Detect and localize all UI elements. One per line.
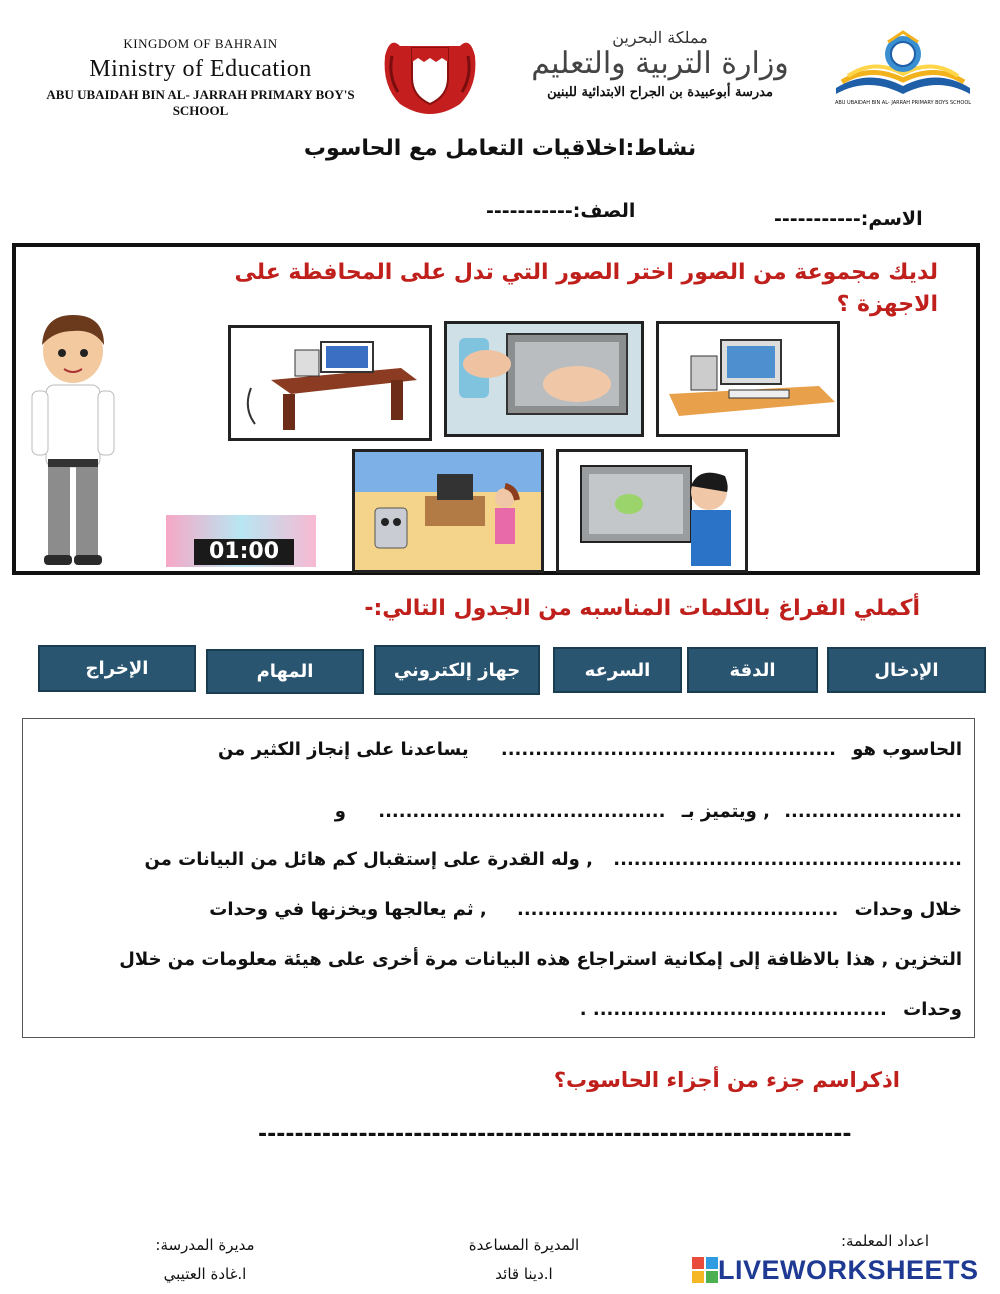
word-bank-item[interactable]: الإخراج (38, 645, 196, 692)
school-text-en: ABU UBAIDAH BIN AL- JARRAH PRIMARY BOY'S SCHOOL (46, 87, 355, 118)
liveworksheets-logo-icon (692, 1257, 718, 1283)
page-title: نشاط:اخلاقيات التعامل مع الحاسوب (303, 136, 697, 161)
ministry-header-ar (495, 28, 825, 100)
computer-room-robot-image[interactable] (352, 449, 544, 573)
boy-cleaning-monitor-image[interactable] (556, 449, 748, 573)
paragraph-line-1 (218, 739, 962, 760)
blank-5[interactable]: ............................................... (516, 899, 839, 920)
assistant-principal-label: المديرة المساعدة (468, 1236, 580, 1254)
activity-question: لديك مجموعة من الصور اختر الصور التي تدل على المحافظة على الاجهزة ؟ (234, 260, 938, 317)
blank-1[interactable]: ................................................. (500, 739, 836, 760)
fill-in-paragraph (22, 718, 975, 1038)
kingdom-text-en: KINGDOM OF BAHRAIN (123, 36, 278, 51)
paragraph-text: , ويتميز بـ (681, 801, 770, 822)
fill-blanks-instruction: أكملي الفراغ بالكلمات المناسبه من الجدول التالي:- (364, 596, 920, 621)
bahrain-crest-logo (380, 26, 480, 116)
paragraph-text: , وله القدرة على إستقبال كم هائل من البيانات من (144, 849, 593, 870)
blank-2[interactable]: .......................... (784, 801, 962, 822)
image-activity-box (12, 243, 980, 575)
paragraph-line-3 (145, 849, 962, 870)
paragraph-text: , ثم يعالجها ويخزنها في وحدات (209, 899, 487, 920)
desk-computer-image[interactable] (228, 325, 432, 441)
word-bank-item[interactable]: السرعه (553, 647, 682, 693)
kingdom-text-ar: مملكة البحرين (612, 28, 708, 47)
boy-character-image (28, 309, 118, 571)
paragraph-text: الحاسوب هو (852, 739, 962, 760)
ministry-text-en: Ministry of Education (89, 56, 312, 82)
school-logo (828, 28, 978, 114)
word-bank-item[interactable]: جهاز إلكتروني (374, 645, 540, 695)
blank-3[interactable]: .......................................... (378, 801, 666, 822)
word-bank-item[interactable]: المهام (206, 649, 364, 694)
word-bank-item[interactable]: الإدخال (827, 647, 986, 693)
watermark-text: LIVEWORKSHEETS (718, 1254, 979, 1285)
ministry-text-ar: وزارة التربية والتعليم (531, 46, 789, 81)
school-logo-caption: ABU UBAIDAH BIN AL- JARRAH PRIMARY BOYS SCHOOL (834, 100, 972, 106)
timer-text: 01:00 (194, 539, 294, 565)
countdown-timer (166, 515, 316, 567)
blank-4[interactable]: ................................................... (613, 849, 962, 870)
question-2: اذكراسم جزء من أجزاء الحاسوب؟ (553, 1068, 900, 1092)
computer-on-desk-image[interactable] (656, 321, 840, 437)
school-text-ar: مدرسة أبوعبيدة بن الجراح الابتدائية للبنين (547, 85, 773, 100)
paragraph-line-4 (209, 899, 962, 920)
paragraph-text: يساعدنا على إنجاز الكثير من (217, 739, 469, 760)
class-field[interactable]: الصف:----------- (486, 200, 636, 222)
liveworksheets-watermark (692, 1254, 992, 1286)
principal-name: ا.غادة العتيبي (163, 1265, 247, 1283)
name-field[interactable]: الاسم:----------- (774, 208, 923, 230)
word-bank-item[interactable]: الدقة (687, 647, 818, 693)
ministry-header-en (28, 36, 373, 119)
paragraph-line-6 (580, 999, 962, 1020)
paragraph-line-5: التخزين , هذا بالاظافة إلى إمكانية استراجاع هذه البيانات مرة أخرى على هيئة معلومات من خلال (119, 949, 962, 970)
blank-6[interactable]: ........................................... . (579, 999, 887, 1020)
assistant-principal-name: ا.دينا قائد (495, 1265, 553, 1283)
paragraph-text: وحدات (903, 999, 962, 1020)
paragraph-text: و (334, 801, 346, 822)
answer-line[interactable]: ----------------------------------------------------------------- (258, 1122, 852, 1147)
principal-label: مديرة المدرسة: (155, 1236, 255, 1254)
teacher-label: اعداد المعلمة: (841, 1232, 929, 1250)
cleaning-screen-image[interactable] (444, 321, 644, 437)
paragraph-text: خلال وحدات (854, 899, 962, 920)
paragraph-line-2 (335, 801, 962, 822)
